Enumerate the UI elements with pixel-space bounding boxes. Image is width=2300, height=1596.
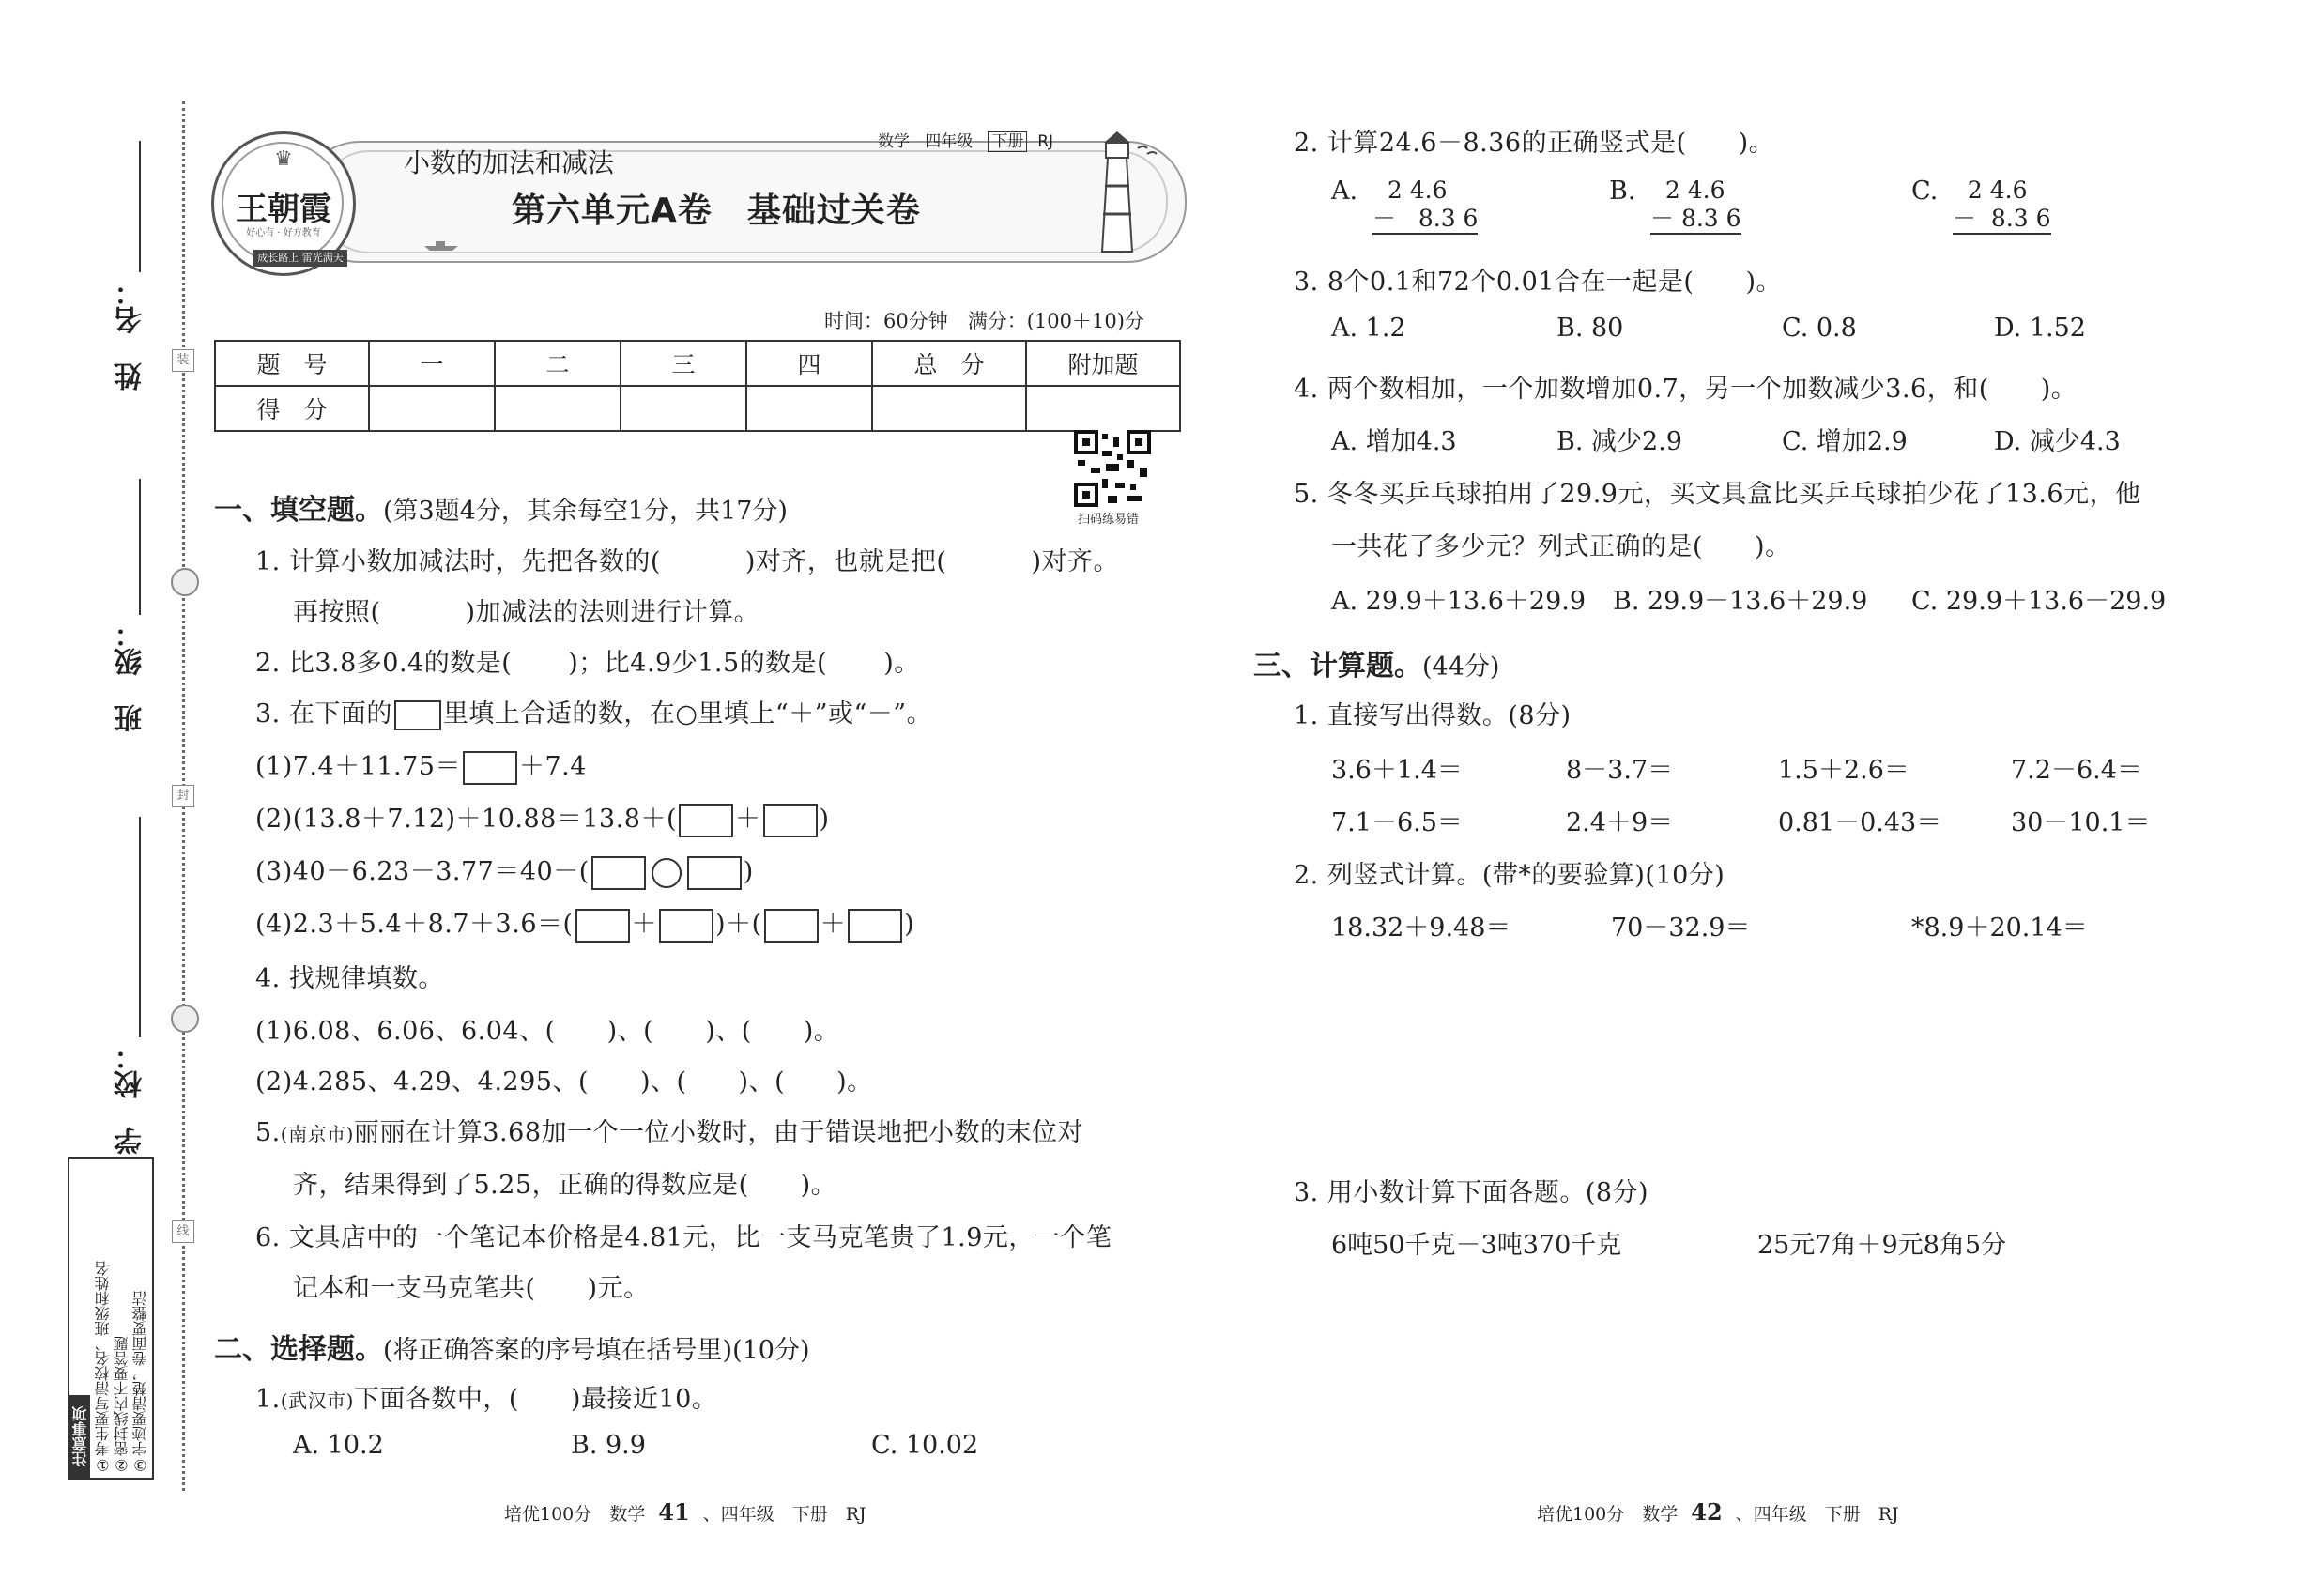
question-1-2: 2. 比3.8多0.4的数是( )；比4.9少1.5的数是( )。 [255, 649, 920, 678]
question-2-2: 2. 计算24.6－8.36的正确竖式是( )。 [1294, 129, 1775, 158]
section-note: (第3题4分，其余每空1分，共17分) [383, 497, 788, 526]
question-1-3-1: (1)7.4＋11.75＝ ＋7.4 [255, 745, 587, 785]
option-label[interactable]: B. [1609, 176, 1636, 206]
option[interactable]: C. 29.9＋13.6－29.9 [1911, 587, 2167, 616]
score-table [214, 340, 1181, 432]
question-3-2: 2. 列竖式计算。(带*的要验算)(10分) [1294, 861, 1725, 890]
page-number: 41 [658, 1498, 690, 1526]
score-row-label: 得 分 [215, 386, 369, 431]
option[interactable]: B. 减少2.9 [1556, 427, 1682, 456]
logo-small-text: 好心有 · 好方教育 [246, 228, 321, 238]
calc-item[interactable]: 18.32＋9.48＝ [1331, 913, 1511, 943]
option[interactable]: B. 80 [1556, 314, 1624, 343]
answer-box[interactable] [763, 804, 818, 837]
section-heading-calc [1253, 642, 1499, 683]
question-1-3-3: (3)40－6.23－3.77＝40－( ) [255, 851, 754, 890]
meta-info [878, 128, 1053, 151]
section-note: (44分) [1422, 652, 1500, 682]
school-field[interactable] [139, 817, 141, 1037]
question-1-6: 6. 文具店中的一个笔记本价格是4.81元，比一支马克笔贵了1.9元，一个笔 [255, 1223, 1112, 1252]
answer-box[interactable] [679, 804, 733, 837]
vertical-calc-b: 2 4.6 － 8.3 6 [1650, 176, 1741, 235]
option[interactable]: B. 9.9 [571, 1431, 646, 1460]
answer-box[interactable] [687, 856, 742, 890]
school-label: 学 校： [115, 1042, 147, 1155]
option[interactable]: A. 29.9＋13.6＋29.9 [1331, 587, 1587, 616]
score-cell[interactable] [1026, 386, 1180, 431]
question-1-3: 3. 在下面的 里填上合适的数，在○里填上“＋”或“－”。 [255, 699, 933, 729]
score-cell[interactable] [495, 386, 621, 431]
option[interactable]: D. 减少4.3 [1994, 427, 2121, 456]
meta-grade: 四年级 [925, 132, 974, 151]
question-1-4-2: (2)4.285、4.29、4.295、( )、( )、( )。 [255, 1067, 873, 1097]
seal-tag-xian: 线 [172, 1220, 194, 1243]
score-header-cell: 附加题 [1026, 341, 1180, 386]
meta-subject: 数学 [878, 132, 910, 151]
page-title: 第六单元A卷 基础过关卷 [512, 192, 921, 230]
answer-box[interactable] [764, 909, 819, 943]
calc-item[interactable]: 2.4＋9＝ [1566, 808, 1674, 837]
logo-ribbon: 成长路上 雷光满天 [253, 250, 347, 267]
notice-item: ②密封线内不要答题 [113, 1336, 130, 1474]
calc-item[interactable]: *8.9＋20.14＝ [1911, 913, 2088, 943]
question-2-1: 1.(武汉市)下面各数中，( )最接近10。 [255, 1385, 718, 1414]
question-2-5-cont: 一共花了多少元？列式正确的是( )。 [1331, 532, 1791, 561]
section-title: 一、填空题。 [214, 494, 383, 527]
calc-item[interactable]: 1.5＋2.6＝ [1778, 756, 1909, 785]
brand-logo: ♛ 王朝霞 好心有 · 好方教育 [211, 131, 356, 276]
question-1-4: 4. 找规律填数。 [255, 964, 444, 993]
option[interactable]: A. 10.2 [293, 1431, 384, 1460]
score-header-cell: 总 分 [872, 341, 1026, 386]
question-1-6-cont: 记本和一支马克笔共( )元。 [293, 1274, 650, 1303]
calc-item[interactable]: 3.6＋1.4＝ [1331, 756, 1463, 785]
question-3-3: 3. 用小数计算下面各题。(8分) [1294, 1178, 1649, 1207]
score-cell[interactable] [872, 386, 1026, 431]
logo-text: 王朝霞 [236, 191, 331, 228]
topic-title: 小数的加法和减法 [404, 147, 615, 178]
option[interactable]: C. 10.02 [871, 1431, 979, 1460]
option-label[interactable]: A. [1331, 176, 1358, 206]
calc-item[interactable]: 7.1－6.5＝ [1331, 808, 1463, 837]
calc-item[interactable]: 8－3.7＝ [1566, 756, 1674, 785]
answer-box[interactable] [463, 751, 517, 785]
score-cell[interactable] [621, 386, 746, 431]
question-1-3-2: (2)(13.8＋7.12)＋10.88＝13.8＋( ＋ ) [255, 798, 830, 837]
vertical-calc-a: 2 4.6 － 8.3 6 [1372, 176, 1478, 235]
binding-hole-icon [171, 568, 199, 596]
score-header-cell: 题 号 [215, 341, 369, 386]
option[interactable]: A. 增加4.3 [1331, 427, 1457, 456]
page-number: 42 [1691, 1498, 1723, 1526]
answer-box[interactable] [575, 909, 630, 943]
notice-item: ③字迹要清楚，卷面要整洁 [131, 1291, 149, 1474]
section-title: 三、计算题。 [1253, 650, 1422, 683]
question-1-1: 1. 计算小数加减法时，先把各数的( )对齐，也就是把( )对齐。 [255, 547, 1120, 576]
time-score: 时间：60分钟 满分：(100＋10)分 [824, 310, 1144, 332]
calc-item[interactable]: 30－10.1＝ [2011, 808, 2151, 837]
notice-item: ①考生要写清校名、班级和姓名 [94, 1261, 112, 1474]
score-header-cell: 二 [495, 341, 621, 386]
answer-box[interactable] [848, 909, 902, 943]
vertical-calc-c: 2 4.6 － 8.3 6 [1953, 176, 2051, 235]
calc-item[interactable]: 70－32.9＝ [1611, 913, 1751, 943]
score-header-cell: 三 [621, 341, 746, 386]
question-2-3: 3. 8个0.1和72个0.01合在一起是( )。 [1294, 268, 1783, 297]
operator-circle[interactable] [652, 858, 682, 888]
score-cell[interactable] [746, 386, 872, 431]
option[interactable]: A. 1.2 [1331, 314, 1406, 343]
score-header-cell: 四 [746, 341, 872, 386]
name-field[interactable] [139, 141, 141, 272]
score-header-cell: 一 [369, 341, 495, 386]
answer-box[interactable] [394, 700, 441, 730]
answer-box[interactable] [659, 909, 713, 943]
calc-item[interactable]: 0.81－0.43＝ [1778, 808, 1942, 837]
calc-item[interactable]: 25元7角＋9元8角5分 [1757, 1231, 2007, 1260]
calc-item[interactable]: 6吨50千克－3吨370千克 [1331, 1231, 1622, 1260]
name-label: 姓 名： [115, 278, 147, 391]
boat-icon [422, 238, 460, 252]
notice-title: 注意事项 [69, 1395, 90, 1478]
option[interactable]: B. 29.9－13.6＋29.9 [1613, 587, 1868, 616]
meta-volume: 下册 [988, 131, 1027, 152]
question-1-5: 5.(南京市)丽丽在计算3.68加一个一位小数时，由于错误地把小数的末位对 [255, 1118, 1083, 1147]
class-label: 班 级： [115, 620, 147, 732]
option[interactable]: D. 1.52 [1994, 314, 2086, 343]
meta-edition: RJ [1037, 132, 1054, 151]
question-2-5: 5. 冬冬买乒乓球拍用了29.9元，买文具盒比买乒乓球拍少花了13.6元，他 [1294, 480, 2141, 509]
question-1-4-1: (1)6.08、6.06、6.04、( )、( )、( )。 [255, 1017, 840, 1046]
section-heading-fill [214, 486, 788, 528]
qr-code[interactable] [1074, 430, 1151, 507]
class-field[interactable] [139, 479, 141, 615]
section-heading-choice [214, 1326, 810, 1367]
option[interactable]: C. 0.8 [1782, 314, 1857, 343]
option[interactable]: C. 增加2.9 [1782, 427, 1908, 456]
lighthouse-icon [1080, 130, 1164, 261]
question-2-4: 4. 两个数相加，一个加数增加0.7，另一个加数减少3.6，和( )。 [1294, 375, 2078, 404]
option-label[interactable]: C. [1911, 176, 1939, 206]
notice-box [68, 1157, 154, 1480]
seal-tag-zhuang: 装 [172, 349, 194, 372]
binding-hole-icon [171, 1005, 199, 1033]
question-1-3-4: (4)2.3＋5.4＋8.7＋3.6＝( ＋ )＋( ＋ ) [255, 903, 914, 943]
page-footer-right: 培优100分 数学 42 、四年级 下册 RJ [1537, 1498, 1899, 1526]
score-cell[interactable] [369, 386, 495, 431]
question-1-1-cont: 再按照( )加减法的法则进行计算。 [293, 598, 760, 627]
section-note: (将正确答案的序号填在括号里)(10分) [383, 1336, 810, 1365]
section-title: 二、选择题。 [214, 1333, 383, 1366]
question-1-5-cont: 齐，结果得到了5.25，正确的得数应是( )。 [293, 1171, 837, 1200]
calc-item[interactable]: 7.2－6.4＝ [2011, 756, 2142, 785]
page-footer-left: 培优100分 数学 41 、四年级 下册 RJ [504, 1498, 866, 1526]
answer-box[interactable] [591, 856, 646, 890]
seal-tag-feng: 封 [172, 785, 194, 807]
qr-caption: 扫码练易错 [1078, 513, 1140, 527]
question-3-1: 1. 直接写出得数。(8分) [1294, 701, 1572, 730]
